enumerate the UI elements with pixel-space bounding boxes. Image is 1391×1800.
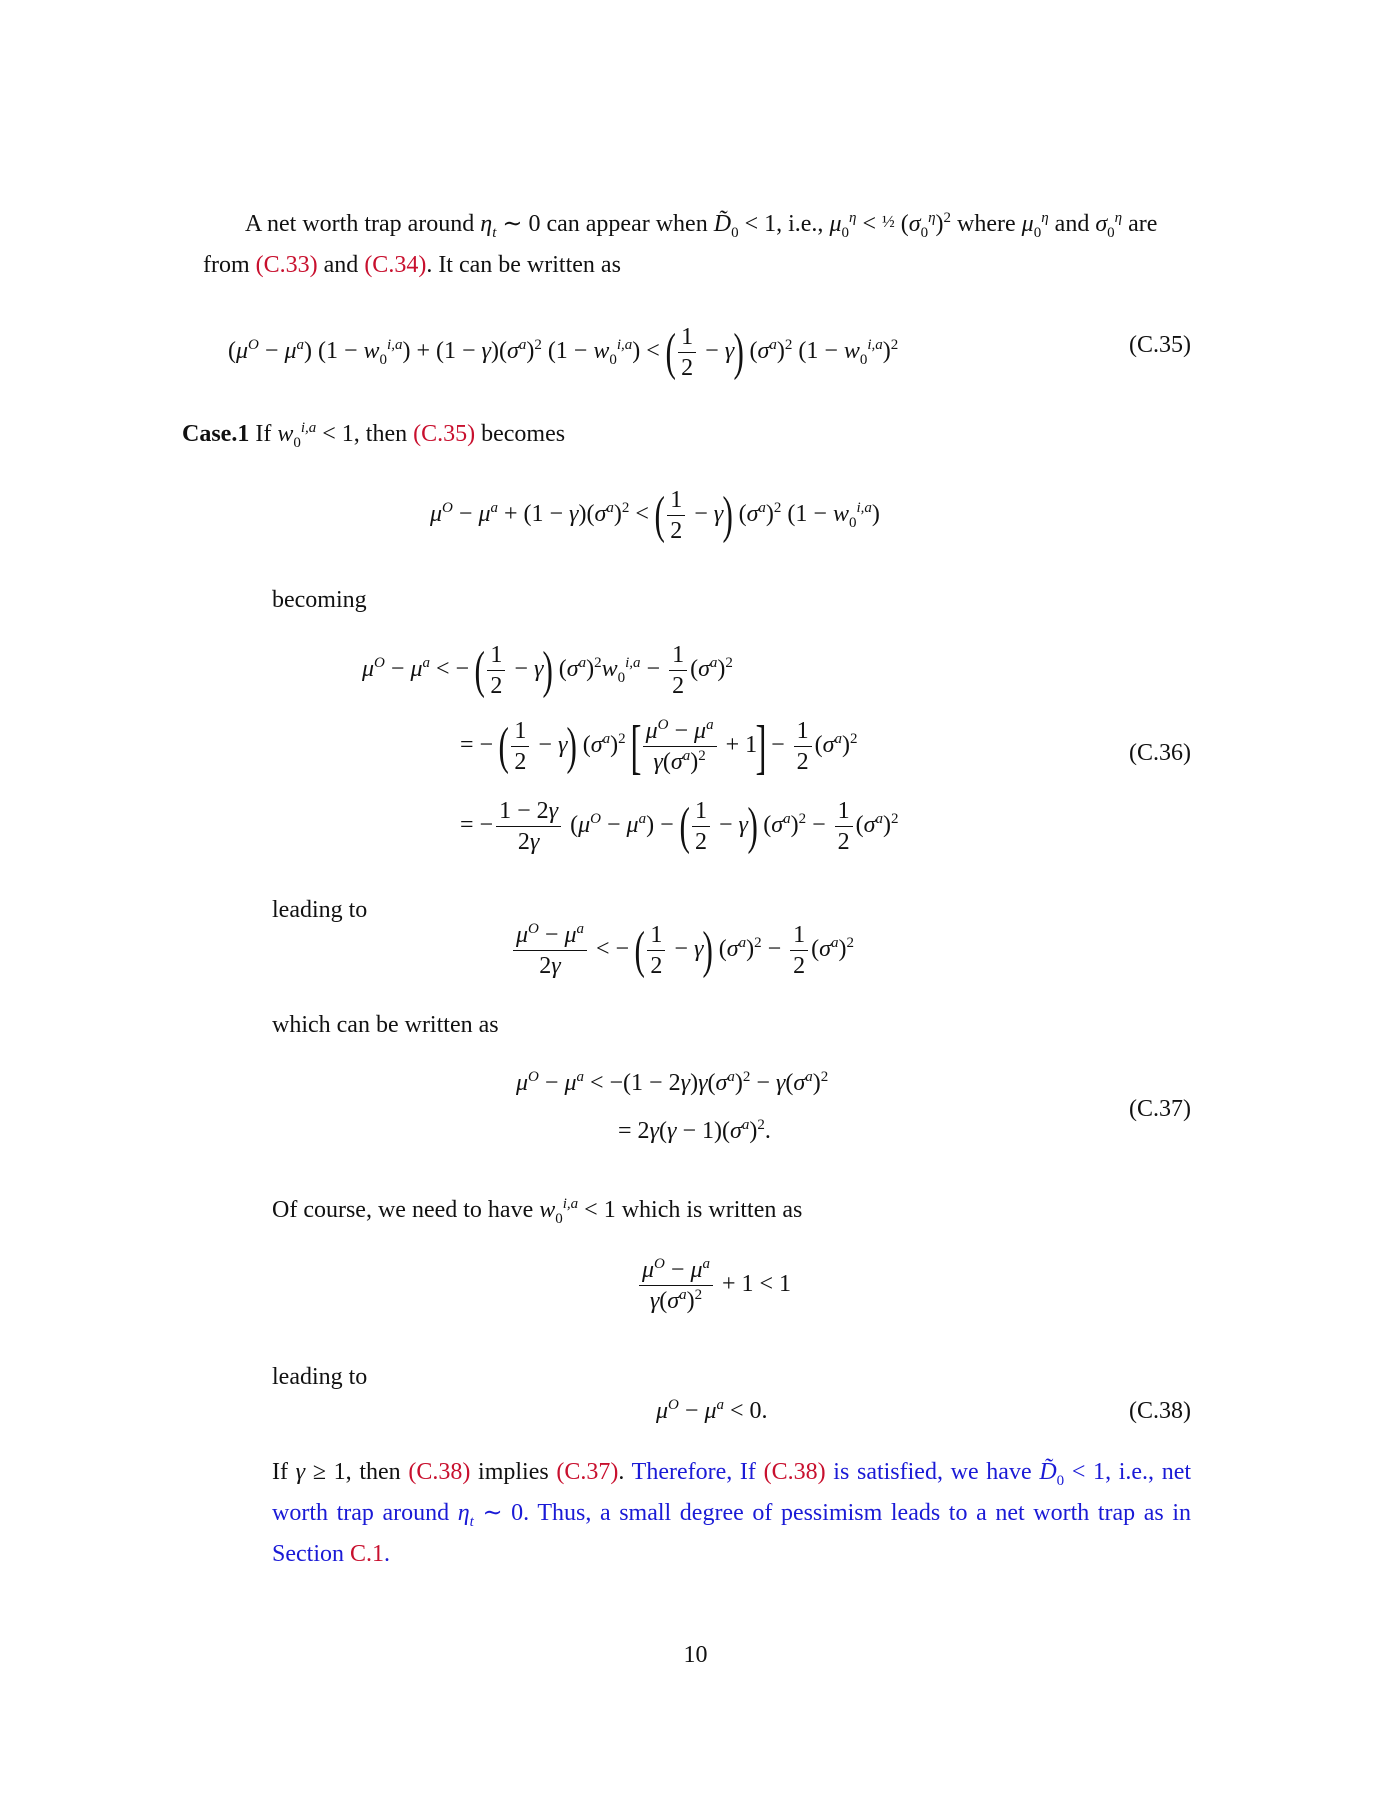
case1-heading: Case.1 — [182, 421, 250, 447]
equation-leading: $\frac{\mu^O - \mu^a}{2\gamma}$ < − ( $\frac{1}{2}$ − γ) $(\sigma^a)^2$ − $\frac{1}{2}$ $(\sigma^a)^2$ — [510, 920, 854, 981]
equation-c37-line2: = $2\gamma(\gamma - 1)(\sigma^a)^2$. — [618, 1117, 771, 1144]
intro-text: A net worth trap around — [245, 211, 475, 237]
equation-c38: $\mu^O - \mu^a < 0$. — [656, 1397, 768, 1424]
leading-to-2-text: leading to — [272, 1364, 368, 1390]
of-course-paragraph: Of course, we need to have $w_0^{i,a} < 1$ which is written as — [272, 1196, 803, 1227]
ref-c37[interactable]: (C.37) — [556, 1459, 619, 1485]
equation-weight: $\frac{\mu^O - \mu^a}{\gamma(\sigma^a)^2}$ + 1 < 1 — [636, 1255, 791, 1316]
intro-paragraph: A net worth trap around $\eta_t$ ∼ 0 can appear when $D̃_0 < 1$, i.e., $\mu_0^\eta$ < ½ $(\sigma_0^\eta)^2$ where $\mu_0^\eta$ and $\sigma_0^\eta$ are from (C.33) and (C.34). It can be written as — [203, 210, 1158, 278]
becoming-text: becoming — [272, 587, 367, 613]
ref-c38-a[interactable]: (C.38) — [408, 1459, 471, 1485]
equation-number-c37: (C.37) — [1129, 1096, 1191, 1122]
equation-case1: $\mu^O - \mu^a + (1 - \gamma)(\sigma^a)^2$ < ( $\frac{1}{2}$ − γ) $(\sigma^a)^2$ $(1 - w_0^{i,a})$ — [430, 486, 880, 544]
highlighted-conclusion: Therefore, If (C.38) is satisfied, we have $D̃_0 < 1$, i.e., net worth trap around $\eta_t$ ∼ 0. Thus, a small degree of pessimism leads to a net worth trap as in Section C.1. — [272, 1459, 1192, 1567]
equation-number-c36: (C.36) — [1129, 740, 1191, 766]
ref-c34[interactable]: (C.34) — [364, 252, 427, 278]
which-can-text: which can be written as — [272, 1012, 499, 1038]
equation-c37-line1: $\mu^O - \mu^a < -(1 - 2\gamma)\gamma(\sigma^a)^2 - \gamma(\sigma^a)^2$ — [516, 1069, 829, 1096]
ref-c33[interactable]: (C.33) — [255, 252, 318, 278]
case1-paragraph: Case.1 If $w_0^{i,a} < 1$, then (C.35) becomes — [182, 420, 566, 451]
final-paragraph: If γ ≥ 1, then (C.38) implies (C.37). Therefore, If (C.38) is satisfied, we have $D̃_0 < 1$, i.e., net worth trap around $\eta_t$ ∼ 0. Thus, a small degree of pessimism leads to a net worth trap as in Section C.1. — [272, 1459, 1192, 1567]
ref-c35[interactable]: (C.35) — [413, 421, 476, 447]
equation-c35: $(\mu^O - \mu^a) (1 - w_0^{i,a}) + (1 - \gamma)(\sigma^a)^2$ $(1 - w_0^{i,a})$ < ( $\frac{1}{2}$ − γ) $(\sigma^a)^2$ $(1 - w_0^{i,a})^2$ — [228, 323, 899, 381]
ref-c38-b[interactable]: (C.38) — [763, 1459, 826, 1485]
equation-number-c38: (C.38) — [1129, 1398, 1191, 1424]
ref-section-c1[interactable]: C.1 — [350, 1541, 385, 1567]
equation-c36-line3: = − $\frac{1 - 2\gamma}{2\gamma}$ $(\mu^O - \mu^a)$ − ( $\frac{1}{2}$ − γ) $(\sigma^a)^2$ − $\frac{1}{2}$ $(\sigma^a)^2$ — [460, 797, 899, 855]
equation-number-c35: (C.35) — [1129, 332, 1191, 358]
page-number: 10 — [683, 1642, 708, 1668]
equation-c36-line2: = − ( $\frac{1}{2}$ − γ) $(\sigma^a)^2$ [ $\frac{\mu^O - \mu^a}{\gamma(\sigma^a)^2}$ + 1] − $\frac{1}{2}$ $(\sigma^a)^2$ — [460, 713, 858, 780]
leading-to-1-text: leading to — [272, 897, 368, 923]
equation-c36-line1: $\mu^O - \mu^a$ < − ( $\frac{1}{2}$ − γ) $(\sigma^a)^2w_0^{i,a}$ − $\frac{1}{2}$ $(\sigma^a)^2$ — [362, 641, 733, 699]
